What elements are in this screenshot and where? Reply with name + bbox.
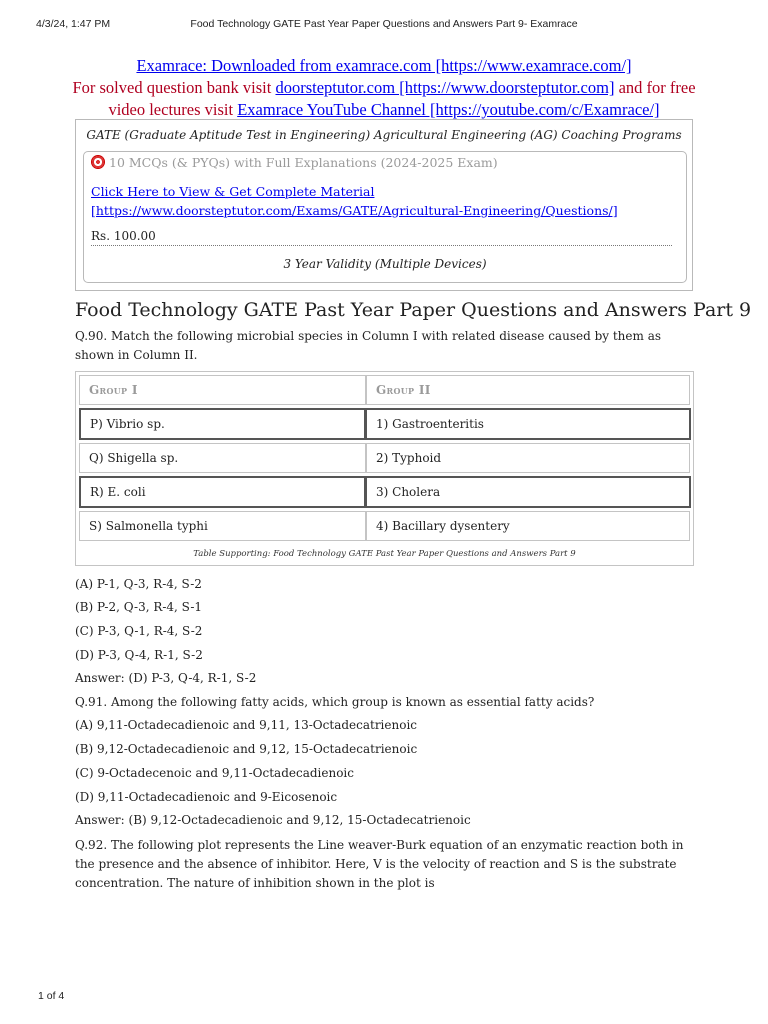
material-link-line-2: [https://www.doorsteptutor.com/Exams/GATE/Agricultural-Engineering/Questions/]: [91, 203, 618, 218]
question-91: Q.91. Among the following fatty acids, which group is known as essential fatty acids?: [75, 695, 595, 709]
banner-text-1: For solved question bank visit: [72, 78, 276, 97]
q91-answer: Answer: (B) 9,12-Octadecadienoic and 9,12, 15-Octadecatrienoic: [75, 813, 471, 827]
page-title: Food Technology GATE Past Year Paper Questions and Answers Part 9: [75, 299, 752, 321]
price: Rs. 100.00: [91, 229, 156, 243]
q91-option-a: (A) 9,11-Octadecadienoic and 9,11, 13-Octadecatrienoic: [75, 718, 418, 732]
material-link-line-1: Click Here to View & Get Complete Material: [91, 184, 375, 199]
q91-option-b: (B) 9,12-Octadecadienoic and 9,12, 15-Octadecatrienoic: [75, 742, 418, 756]
q90-answer: Answer: (D) P-3, Q-4, R-1, S-2: [75, 671, 257, 685]
table-cell: R) E. coli: [79, 476, 366, 508]
q90-option-c: (C) P-3, Q-1, R-4, S-2: [75, 624, 203, 638]
table-header-group-2: Group II: [366, 375, 690, 405]
table-cell: 1) Gastroenteritis: [365, 408, 691, 440]
validity-text: 3 Year Validity (Multiple Devices): [283, 257, 487, 271]
table-cell: Q) Shigella sp.: [79, 443, 366, 473]
match-table: [75, 371, 694, 566]
page-counter: 1 of 4: [38, 990, 65, 1002]
table-cell: S) Salmonella typhi: [79, 511, 366, 541]
promo-card: [83, 151, 687, 283]
print-datetime: 4/3/24, 1:47 PM: [36, 18, 111, 30]
mcq-label: [91, 155, 498, 170]
question-92: Q.92. The following plot represents the Line weaver-Burk equation of an enzymatic reaction both in the presence and the absence of inhibitor. Here, V is the velocity of reaction and S is the substrate concentration. The nature of inhibition shown in the plot is: [75, 838, 684, 890]
q91-option-c: (C) 9-Octadecenoic and 9,11-Octadecadienoic: [75, 766, 354, 780]
q90-option-b: (B) P-2, Q-3, R-4, S-1: [75, 600, 203, 614]
table-cell: 2) Typhoid: [366, 443, 690, 473]
table-cell: P) Vibrio sp.: [79, 408, 366, 440]
source-banner: [0, 55, 768, 121]
question-90: Q.90. Match the following microbial species in Column I with related disease caused by them as shown in Column II.: [75, 329, 662, 362]
banner-text-2: and for free: [614, 78, 696, 97]
print-header: [0, 0, 768, 40]
table-cell: 4) Bacillary dysentery: [366, 511, 690, 541]
doorsteptutor-link[interactable]: doorsteptutor.com [https://www.doorsteptutor.com]: [275, 78, 615, 97]
q90-option-a: (A) P-1, Q-3, R-4, S-2: [75, 577, 202, 591]
mcq-text: 10 MCQs (& PYQs) with Full Explanations (2024-2025 Exam): [109, 155, 498, 170]
table-cell: 3) Cholera: [365, 476, 691, 508]
complete-material-link[interactable]: [91, 182, 618, 220]
q91-option-d: (D) 9,11-Octadecadienoic and 9-Eicosenoic: [75, 790, 338, 804]
banner-text-3: video lectures visit: [108, 100, 238, 119]
table-caption: Table Supporting: Food Technology GATE Past Year Paper Questions and Answers Part 9: [193, 549, 576, 559]
youtube-channel-link[interactable]: Examrace YouTube Channel [https://youtube.com/c/Examrace/]: [237, 100, 660, 119]
target-icon: [91, 155, 105, 169]
promo-box: [75, 119, 693, 291]
print-title: Food Technology GATE Past Year Paper Questions and Answers Part 9- Examrace: [190, 18, 578, 30]
examrace-link[interactable]: Examrace: Downloaded from examrace.com [https://www.examrace.com/]: [136, 56, 632, 75]
q90-option-d: (D) P-3, Q-4, R-1, S-2: [75, 648, 203, 662]
program-title: GATE (Graduate Aptitude Test in Engineering) Agricultural Engineering (AG) Coaching Programs: [86, 128, 682, 142]
dotted-divider: [91, 245, 672, 246]
table-header-group-1: Group I: [79, 375, 366, 405]
